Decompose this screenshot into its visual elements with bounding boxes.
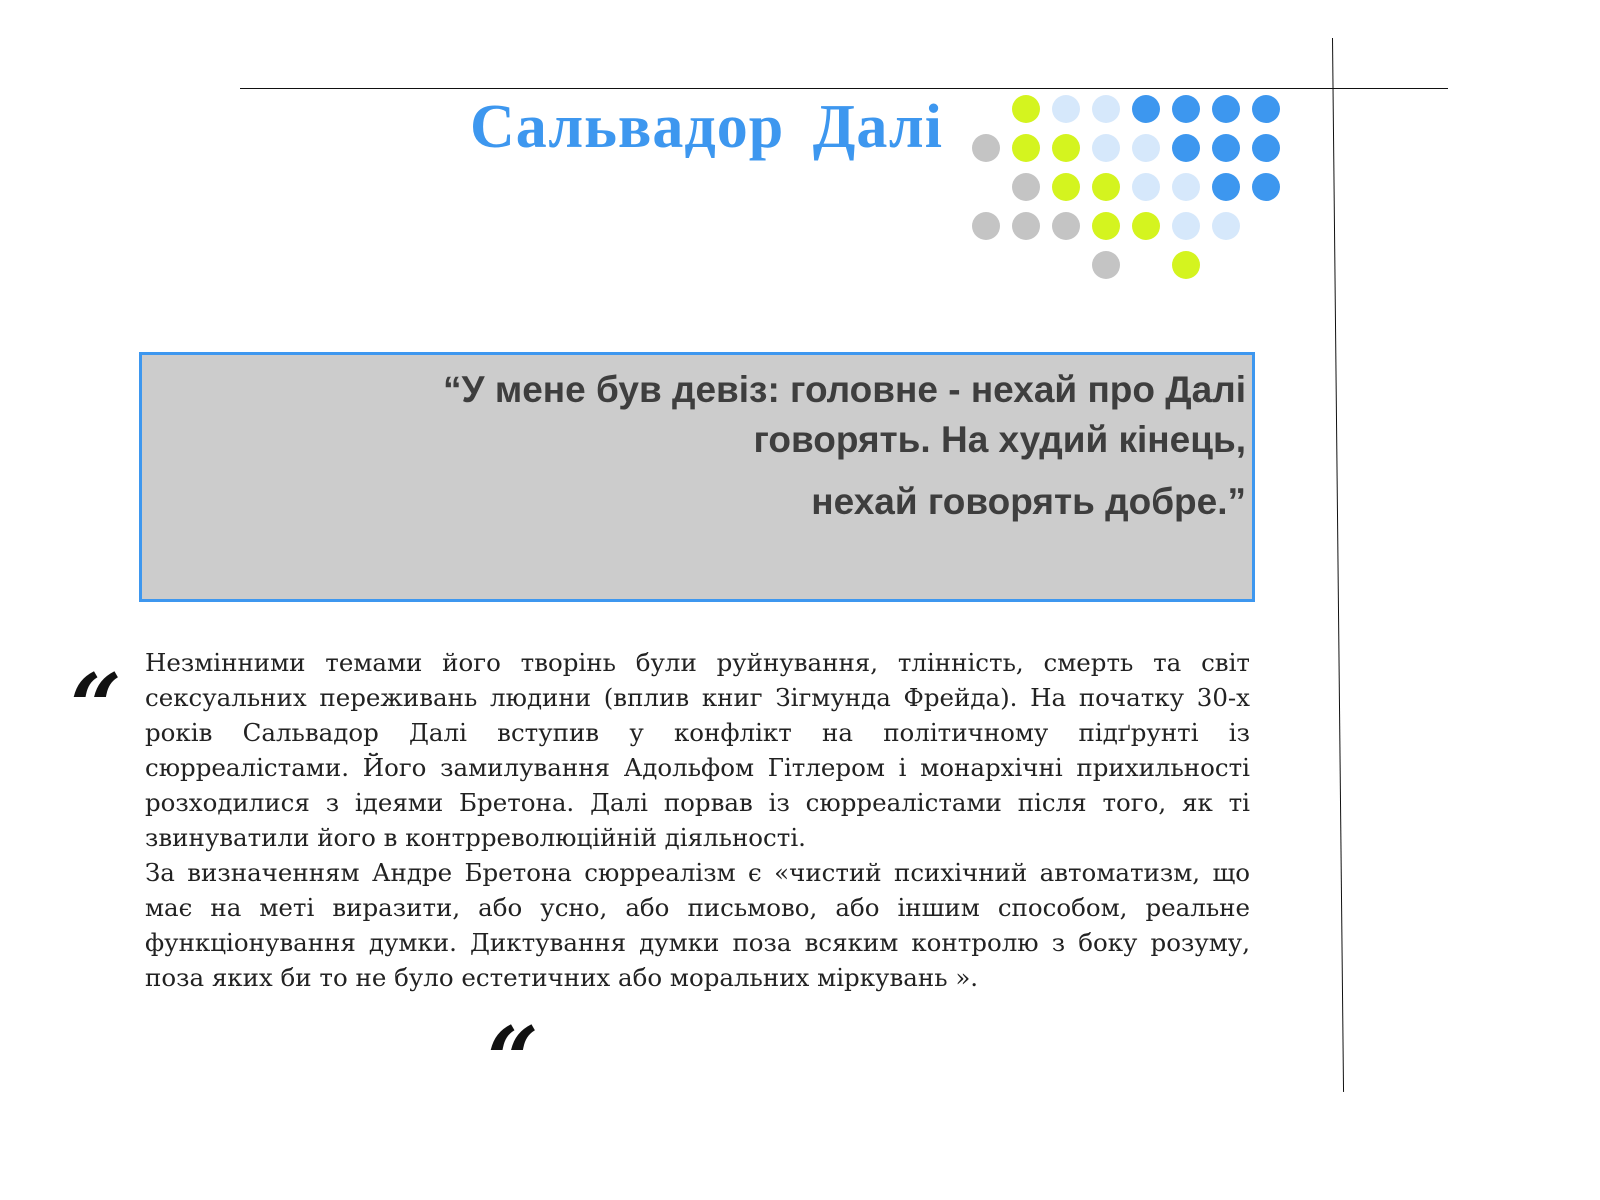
decorative-dot: [1132, 212, 1160, 240]
quote-line-2: говорять. На худий кінець,: [753, 418, 1246, 460]
slide-title: Сальвадор Далі: [470, 93, 943, 161]
decorative-dot: [1092, 251, 1120, 279]
decorative-dot: [1092, 212, 1120, 240]
decorative-dot: [1172, 134, 1200, 162]
decorative-dot: [1252, 134, 1280, 162]
decorative-dot: [1172, 173, 1200, 201]
decorative-dot: [1012, 95, 1040, 123]
decorative-dot: [1172, 251, 1200, 279]
decorative-dot: [1092, 173, 1120, 201]
decorative-dot: [1252, 95, 1280, 123]
body-text: [145, 645, 1250, 995]
decorative-dot: [1092, 95, 1120, 123]
motto-quote: [246, 365, 1246, 527]
decorative-dot: [1212, 212, 1240, 240]
right-rule: [1332, 38, 1344, 1092]
decorative-dot: [1172, 95, 1200, 123]
paragraph-2: За визначенням Андре Бретона сюрреалізм є «чистий психічний автоматизм, що має на меті виразити, або усно, або письмово, або іншим способом, реальне функціонування думки. Диктування думки поза всяким контролю з боку розуму, поза яких би то не було естетичних або моральних міркувань ».: [145, 858, 1250, 992]
decorative-dot: [1012, 173, 1040, 201]
decorative-dot: [1132, 173, 1160, 201]
quote-mark-left: “: [70, 654, 122, 760]
quote-mark-bottom: “: [487, 1007, 539, 1113]
decorative-dot: [1212, 134, 1240, 162]
decorative-dot: [972, 212, 1000, 240]
quote-box: [139, 352, 1255, 602]
decorative-dot: [972, 134, 1000, 162]
decorative-dot: [1052, 212, 1080, 240]
quote-line-3: нехай говорять добре.”: [811, 480, 1246, 522]
decorative-dot: [1252, 173, 1280, 201]
decorative-dot: [1212, 173, 1240, 201]
quote-line-1: “У мене був девіз: головне - нехай про Далі: [443, 369, 1246, 410]
decorative-dot: [1012, 134, 1040, 162]
decorative-dot: [1052, 173, 1080, 201]
decorative-dot: [1212, 95, 1240, 123]
decorative-dot: [1172, 212, 1200, 240]
decorative-dot: [1132, 95, 1160, 123]
decorative-dot: [1052, 95, 1080, 123]
decorative-dot: [1052, 134, 1080, 162]
top-rule: [240, 88, 1448, 89]
decorative-dot: [1132, 134, 1160, 162]
paragraph-1: Незмінними темами його творінь були руйнування, тлінність, смерть та світ сексуальних переживань людини (вплив книг Зігмунда Фрейда). На початку 30-х років Сальвадор Далі вступив у конфлікт на політичному підґрунті із сюрреалістами. Його замилування Адольфом Гітлером і монархічні прихильності розходилися з ідеями Бретона. Далі порвав із сюрреалістами після того, як ті звинуватили його в контрреволюційній діяльності.: [145, 648, 1250, 852]
decorative-dot: [1012, 212, 1040, 240]
decorative-dot: [1092, 134, 1120, 162]
